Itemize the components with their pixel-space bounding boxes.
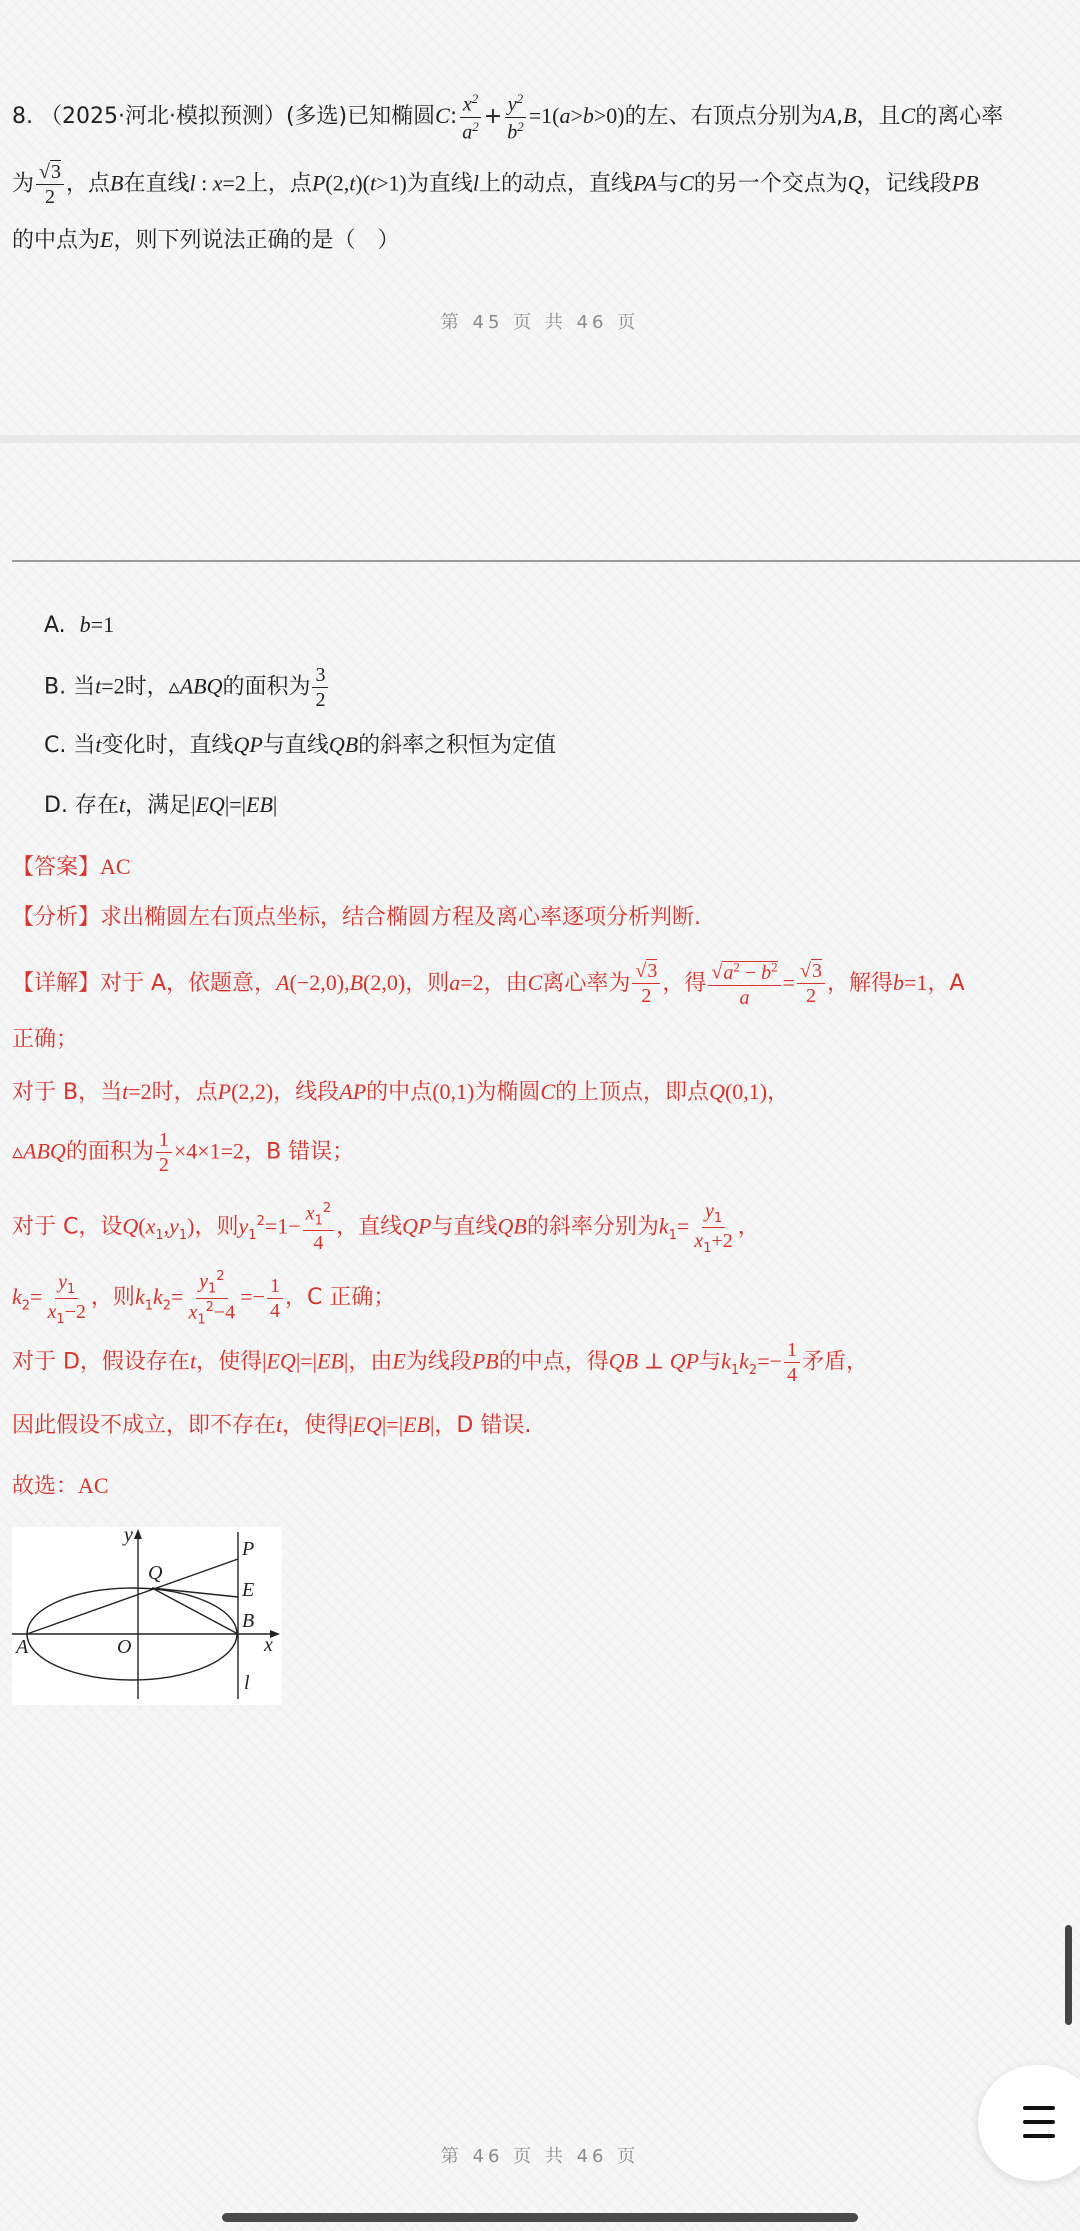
analysis-line: 【分析】求出椭圆左右顶点坐标，结合椭圆方程及离心率逐项分析判断. bbox=[12, 905, 702, 930]
detail-a-line-1: 【详解】对于 A，依题意，A(−2,0),B(2,0)，则a=2，由C离心率为 $\frac{√3}{2}$ ，得 $\frac{√a^2 - b^2}{a}$ = $\frac{√3}{2}$ ，解得b=1，A bbox=[12, 959, 965, 1009]
scrollbar-thumb[interactable] bbox=[1065, 1925, 1072, 2025]
label-o: O bbox=[117, 1636, 132, 1658]
label-p: P bbox=[242, 1538, 255, 1560]
page-46 bbox=[0, 443, 1080, 2231]
menu-icon-bar-3 bbox=[1023, 2134, 1055, 2138]
label-y: y bbox=[124, 1527, 133, 1546]
home-indicator[interactable] bbox=[222, 2213, 858, 2222]
detail-b-line-1: 对于 B，当t=2时，点P(2,2)，线段AP的中点(0,1)为椭圆C的上顶点，即点Q(0,1)， bbox=[12, 1079, 790, 1105]
label-x: x bbox=[264, 1634, 273, 1656]
option-b: B. 当t=2时，▵ABQ的面积为 $\frac{3}{2}$ bbox=[44, 665, 330, 710]
ellipse-diagram bbox=[12, 1527, 282, 1705]
page-footer-46: 第 46 页 共 46 页 bbox=[440, 2146, 640, 2167]
menu-icon bbox=[1023, 2106, 1055, 2110]
question-line-3: 的中点为E，则下列说法正确的是（ ） bbox=[12, 227, 400, 253]
answer-line: 【答案】AC bbox=[12, 854, 131, 880]
y-axis-arrow bbox=[134, 1529, 142, 1539]
line-qb bbox=[152, 1588, 238, 1634]
option-c: C. 当t变化时，直线QP与直线QB的斜率之积恒为定值 bbox=[44, 732, 557, 758]
detail-c-line-1: 对于 C，设$Q(x_1,y_1)$，则$y_1^2=1-$ $\frac{x_1^2}{4}$ ，直线QP与直线QB的斜率分别为$k_1=$ $\frac{y_1}{x_1+2}$ ， bbox=[12, 1200, 760, 1256]
divider-line bbox=[12, 560, 1080, 562]
detail-a-line-2: 正确； bbox=[12, 1027, 79, 1052]
menu-icon-bar-2 bbox=[1023, 2120, 1055, 2124]
option-d: D. 存在t，满足|EQ|=|EB| bbox=[44, 792, 278, 818]
label-e: E bbox=[242, 1579, 255, 1601]
detail-b-line-2: ▵ABQ的面积为 $\frac{1}{2}$ ×4×1=2，B 错误； bbox=[12, 1129, 355, 1176]
line-pa bbox=[27, 1559, 238, 1634]
ellipse-figure bbox=[12, 1527, 282, 1705]
page-footer-45: 第 45 页 共 46 页 bbox=[440, 312, 640, 333]
detail-d-line-2: 因此假设不成立，即不存在t，使得|EQ|=|EB|，D 错误. bbox=[12, 1412, 532, 1438]
label-a: A bbox=[16, 1636, 29, 1658]
option-a: A. b=1 bbox=[44, 612, 115, 638]
question-line-2: 为 $\frac{√3}{2}$ ，点B在直线l : x=2上，点P(2,t)(t>1)为直线l上的动点，直线PA与C的另一个交点为Q，记线段PB bbox=[12, 161, 979, 208]
detail-c-line-2: $k_2=$ $\frac{y_1}{x_1-2}$ ，则$k_1k_2=$ $\frac{y_1^2}{x_1^2-4}$ =− $\frac{1}{4}$ ，C 正确； bbox=[12, 1269, 396, 1328]
question-line-1: 8. （2025·河北·模拟预测）(多选)已知椭圆C: $\frac{x^2}{a^2}$ + $\frac{y^2}{b^2}$ =1(a>b>0)的左、右顶点分别为A,B，且C的离心率 bbox=[12, 91, 1004, 144]
conclusion-line: 故选：AC bbox=[12, 1473, 109, 1499]
label-b: B bbox=[242, 1610, 255, 1632]
label-q: Q bbox=[148, 1562, 163, 1584]
label-l: l bbox=[244, 1672, 250, 1694]
page-45 bbox=[0, 0, 1080, 443]
detail-d-line-1: 对于 D，假设存在t，使得|EQ|=|EB|，由E为线段PB的中点，得QB ⊥ QP与$k_1k_2=-$ $\frac{1}{4}$ 矛盾， bbox=[12, 1339, 869, 1386]
